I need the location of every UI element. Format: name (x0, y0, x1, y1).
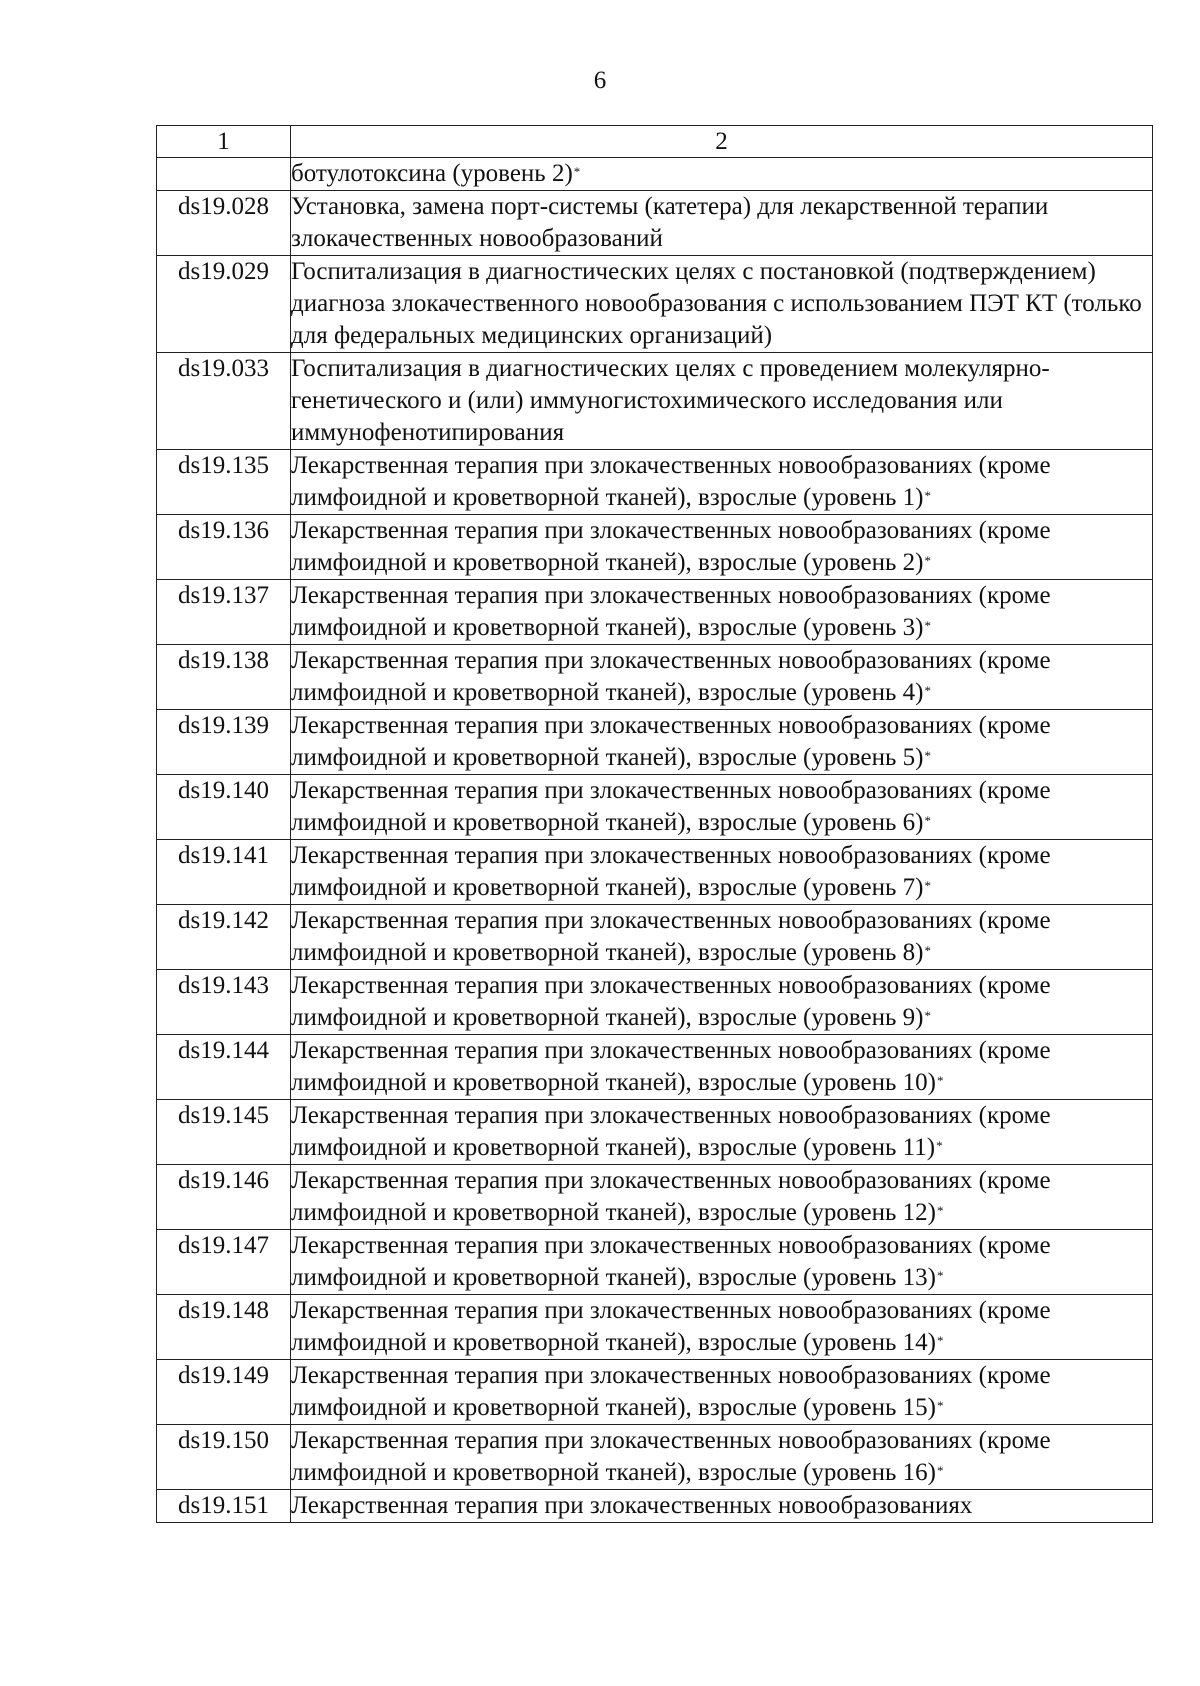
footnote-asterisk: * (924, 878, 931, 893)
row-description-text: Лекарственная терапия при злокачественных новообразованиях (кроме лимфоидной и кроветворной тканей), взрослые (уровень 2) (291, 517, 1051, 576)
row-code: ds19.138 (157, 645, 291, 710)
table-row (157, 840, 1153, 905)
row-code: ds19.147 (157, 1230, 291, 1295)
row-description (291, 353, 1153, 450)
table-row (157, 905, 1153, 970)
row-description-text: Лекарственная терапия при злокачественных новообразованиях (кроме лимфоидной и кроветворной тканей), взрослые (уровень 6) (291, 777, 1051, 836)
row-description-text: Лекарственная терапия при злокачественных новообразованиях (кроме лимфоидной и кроветворной тканей), взрослые (уровень 8) (291, 907, 1051, 966)
table-row (157, 775, 1153, 840)
row-description (291, 1035, 1153, 1100)
row-code: ds19.137 (157, 580, 291, 645)
row-description-text: Лекарственная терапия при злокачественных новообразованиях (кроме лимфоидной и кроветворной тканей), взрослые (уровень 1) (291, 452, 1051, 511)
column-header-2: 2 (291, 126, 1153, 158)
table-row (157, 1295, 1153, 1360)
footnote-asterisk: * (937, 1073, 944, 1088)
row-description (291, 580, 1153, 645)
row-code: ds19.148 (157, 1295, 291, 1360)
row-description (291, 1360, 1153, 1425)
row-code: ds19.141 (157, 840, 291, 905)
row-code: ds19.140 (157, 775, 291, 840)
row-description (291, 970, 1153, 1035)
table-row (157, 450, 1153, 515)
row-code: ds19.135 (157, 450, 291, 515)
footnote-asterisk: * (924, 748, 931, 763)
row-description (291, 1100, 1153, 1165)
footnote-asterisk: * (937, 1203, 944, 1218)
table-body (157, 126, 1153, 1523)
row-description (291, 1295, 1153, 1360)
row-code: ds19.146 (157, 1165, 291, 1230)
footnote-asterisk: * (924, 553, 931, 568)
row-description (291, 256, 1153, 353)
row-code: ds19.151 (157, 1490, 291, 1523)
column-header-1: 1 (157, 126, 291, 158)
table-row (157, 515, 1153, 580)
row-description (291, 840, 1153, 905)
footnote-asterisk: * (573, 164, 581, 179)
table-row (157, 580, 1153, 645)
row-description-text: Лекарственная терапия при злокачественных новообразованиях (кроме лимфоидной и кроветворной тканей), взрослые (уровень 13) (291, 1232, 1051, 1291)
row-description-text: Лекарственная терапия при злокачественных новообразованиях (кроме лимфоидной и кроветворной тканей), взрослые (уровень 5) (291, 712, 1051, 771)
row-description-text: Лекарственная терапия при злокачественных новообразованиях (кроме лимфоидной и кроветворной тканей), взрослые (уровень 4) (291, 647, 1051, 706)
row-description (291, 158, 1153, 191)
row-description-text: Лекарственная терапия при злокачественных новообразованиях (кроме лимфоидной и кроветворной тканей), взрослые (уровень 15) (291, 1362, 1051, 1421)
table-row (157, 710, 1153, 775)
table-row (157, 645, 1153, 710)
row-code: ds19.145 (157, 1100, 291, 1165)
footnote-asterisk: * (924, 1008, 931, 1023)
footnote-asterisk: * (937, 1268, 944, 1283)
table-row (157, 970, 1153, 1035)
row-code (157, 158, 291, 191)
table-row (157, 191, 1153, 256)
row-description (291, 775, 1153, 840)
row-code: ds19.149 (157, 1360, 291, 1425)
footnote-asterisk: * (924, 813, 931, 828)
row-description-text: ботулотоксина (уровень 2) (291, 160, 573, 187)
row-code: ds19.142 (157, 905, 291, 970)
table-row (157, 1360, 1153, 1425)
row-description (291, 515, 1153, 580)
table-row (157, 1425, 1153, 1490)
row-description-text: Лекарственная терапия при злокачественных новообразованиях (кроме лимфоидной и кроветворной тканей), взрослые (уровень 12) (291, 1167, 1051, 1226)
row-code: ds19.033 (157, 353, 291, 450)
footnote-asterisk: * (937, 1398, 944, 1413)
table-row (157, 1035, 1153, 1100)
row-description-text: Лекарственная терапия при злокачественных новообразованиях (кроме лимфоидной и кроветворной тканей), взрослые (уровень 9) (291, 972, 1051, 1031)
row-code: ds19.028 (157, 191, 291, 256)
row-description (291, 450, 1153, 515)
row-description (291, 1425, 1153, 1490)
row-code: ds19.029 (157, 256, 291, 353)
row-description (291, 1490, 1153, 1523)
row-description-text: Лекарственная терапия при злокачественных новообразованиях (291, 1492, 973, 1519)
footnote-asterisk: * (936, 1138, 943, 1153)
footnote-asterisk: * (937, 1463, 944, 1478)
table-row (157, 1100, 1153, 1165)
table-row (157, 256, 1153, 353)
footnote-asterisk: * (924, 683, 931, 698)
row-description-text: Госпитализация в диагностических целях с проведением молекулярно-генетического и (или) иммуногистохимического исследования или иммунофенотипирования (291, 355, 1050, 446)
table-row (157, 158, 1153, 191)
row-description-text: Лекарственная терапия при злокачественных новообразованиях (кроме лимфоидной и кроветворной тканей), взрослые (уровень 3) (291, 582, 1051, 641)
row-description-text: Установка, замена порт-системы (катетера) для лекарственной терапии злокачественных новообразований (291, 193, 1049, 252)
row-description (291, 1230, 1153, 1295)
table-row (157, 1490, 1153, 1523)
row-code: ds19.136 (157, 515, 291, 580)
row-description-text: Госпитализация в диагностических целях с постановкой (подтверждением) диагноза злокачественного новообразования с использованием ПЭТ КТ (только для федеральных медицинских организаций) (291, 258, 1142, 349)
table-row (157, 353, 1153, 450)
tariff-table (156, 125, 1153, 1523)
row-description (291, 710, 1153, 775)
row-description (291, 1165, 1153, 1230)
row-description-text: Лекарственная терапия при злокачественных новообразованиях (кроме лимфоидной и кроветворной тканей), взрослые (уровень 16) (291, 1427, 1051, 1486)
row-description-text: Лекарственная терапия при злокачественных новообразованиях (кроме лимфоидной и кроветворной тканей), взрослые (уровень 7) (291, 842, 1051, 901)
table-row (157, 1165, 1153, 1230)
footnote-asterisk: * (924, 943, 931, 958)
footnote-asterisk: * (924, 488, 931, 503)
row-description-text: Лекарственная терапия при злокачественных новообразованиях (кроме лимфоидной и кроветворной тканей), взрослые (уровень 11) (291, 1102, 1051, 1161)
row-description (291, 645, 1153, 710)
table-header-row (157, 126, 1153, 158)
page-number: 6 (593, 67, 607, 94)
row-description (291, 905, 1153, 970)
row-code: ds19.143 (157, 970, 291, 1035)
row-description-text: Лекарственная терапия при злокачественных новообразованиях (кроме лимфоидной и кроветворной тканей), взрослые (уровень 14) (291, 1297, 1051, 1356)
footnote-asterisk: * (937, 1333, 944, 1348)
row-description (291, 191, 1153, 256)
row-description-text: Лекарственная терапия при злокачественных новообразованиях (кроме лимфоидной и кроветворной тканей), взрослые (уровень 10) (291, 1037, 1051, 1096)
row-code: ds19.150 (157, 1425, 291, 1490)
footnote-asterisk: * (924, 618, 931, 633)
row-code: ds19.139 (157, 710, 291, 775)
row-code: ds19.144 (157, 1035, 291, 1100)
table-row (157, 1230, 1153, 1295)
